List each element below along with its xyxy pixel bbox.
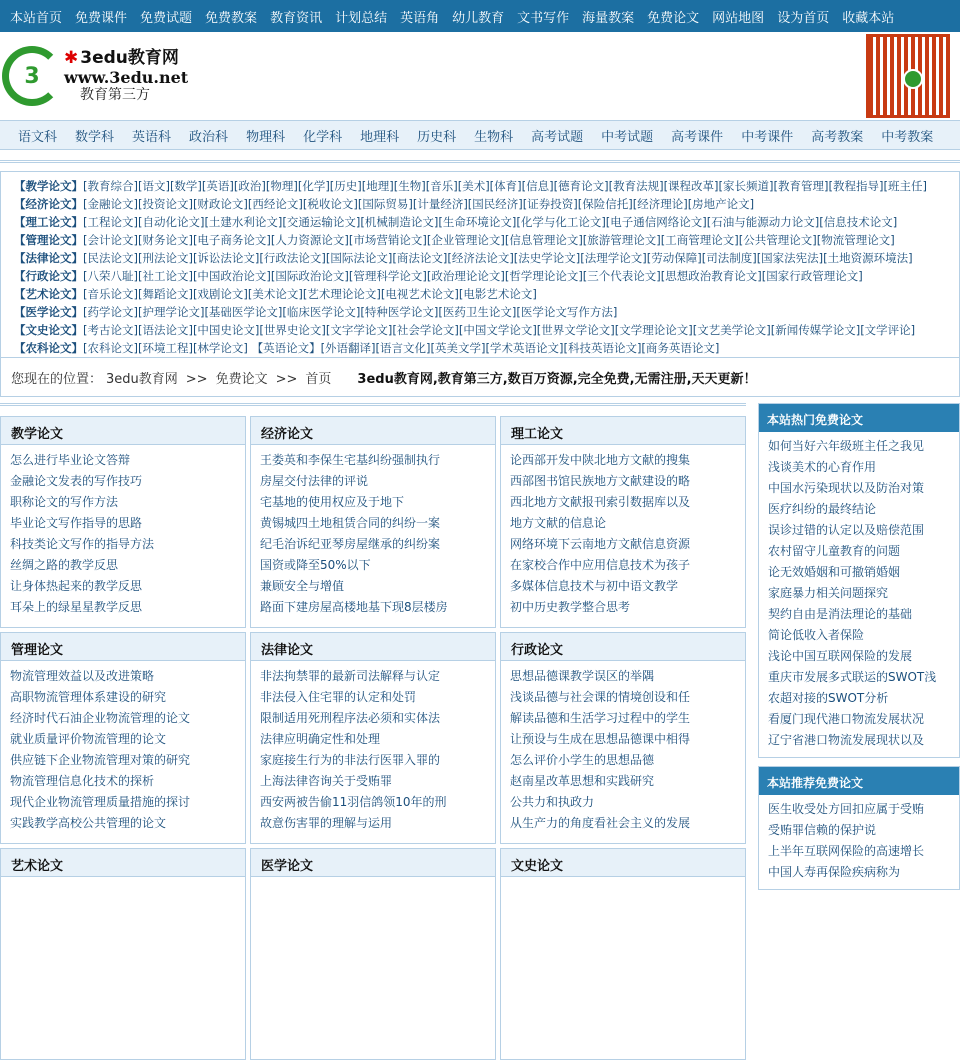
- list-item: [260, 598, 486, 619]
- paper-link[interactable]: 实践教学高校公共管理的论文: [10, 816, 167, 830]
- paper-link[interactable]: 法律应明确定性和处理: [260, 732, 381, 746]
- subject-navigation: [0, 120, 960, 150]
- site-tagline: 3edu教育网,教育第三方,数百万资源,完全免费,无需注册,天天更新！: [357, 371, 757, 387]
- logo-name: ✱ 3edu教育网: [64, 47, 179, 68]
- category-links[interactable]: [八荣八耻][社工论文][中国政治论文][国际政治论文][管理科学论文][政治理论论文][哲学理论论文][三个代表论文][思想政治教育论文][国家行政管理论文]: [83, 269, 863, 283]
- subnav-link[interactable]: 高考试题: [531, 129, 584, 145]
- paper-link[interactable]: 思想品德课教学误区的举隅: [510, 669, 655, 683]
- list-item: [10, 535, 236, 556]
- subnav-link[interactable]: 政治科: [189, 129, 229, 145]
- list-item: [768, 605, 950, 626]
- paper-link[interactable]: 金融论文发表的写作技巧: [10, 474, 143, 488]
- topnav-link[interactable]: 设为首页: [777, 10, 830, 26]
- list-item: [510, 598, 736, 619]
- list-item: [260, 667, 486, 688]
- paper-link[interactable]: 上半年互联网保险的高速增长: [768, 844, 925, 858]
- paper-link[interactable]: 西安两被告偷11羽信鸽领10年的刑: [260, 795, 447, 809]
- subnav-link[interactable]: 地理科: [360, 129, 400, 145]
- paper-link[interactable]: 医生收受处方回扣应属于受贿: [768, 802, 925, 816]
- recommended-papers-panel: [758, 766, 960, 890]
- list-item: [768, 437, 950, 458]
- category-row: [14, 213, 959, 231]
- paper-link[interactable]: 初中历史教学整合思考: [510, 600, 631, 614]
- list-item: [768, 584, 950, 605]
- list-item: [768, 863, 950, 884]
- paper-link[interactable]: 限制适用死刑程序法必须和实体法: [260, 711, 441, 725]
- list-item: [10, 556, 236, 577]
- list-item: [768, 731, 950, 752]
- recommended-papers-title: 本站推荐免费论文: [759, 767, 959, 795]
- list-item: [10, 667, 236, 688]
- paper-link[interactable]: 非法侵入住宅罪的认定和处罚: [260, 690, 417, 704]
- paper-category-box: [0, 848, 246, 1060]
- paper-link[interactable]: 地方文献的信息论: [510, 516, 607, 530]
- list-item: [510, 709, 736, 730]
- category-label[interactable]: 【法律论文】: [14, 251, 83, 265]
- list-item: [10, 451, 236, 472]
- box-title[interactable]: 经济论文: [251, 417, 495, 445]
- list-item: [10, 493, 236, 514]
- paper-link[interactable]: 纪毛治诉纪亚琴房屋继承的纠纷案: [260, 537, 441, 551]
- logo-mark-icon: 3: [2, 46, 62, 106]
- category-links[interactable]: [金融论文][投资论文][财政论文][西经论文][税收论文][国际贸易][计量经济][国民经济][证券投资][保险信托][经济理论][房地产论文]: [83, 197, 755, 211]
- paper-link[interactable]: 论西部开发中陕北地方文献的搜集: [510, 453, 691, 467]
- list-item: [768, 647, 950, 668]
- paper-link[interactable]: 丝绸之路的教学反思: [10, 558, 119, 572]
- list-item: [10, 577, 236, 598]
- list-item: [510, 688, 736, 709]
- category-row: [14, 231, 959, 249]
- topnav-link[interactable]: 幼儿教育: [452, 10, 505, 26]
- paper-link[interactable]: 误诊过错的认定以及赔偿范围: [768, 523, 925, 537]
- paper-link[interactable]: 简论低收入者保险: [768, 628, 865, 642]
- category-row: [14, 339, 959, 357]
- paper-link[interactable]: 家庭暴力相关问题探究: [768, 586, 889, 600]
- list-item: [510, 493, 736, 514]
- paper-link[interactable]: 家庭接生行为的非法行医罪入罪的: [260, 753, 441, 767]
- hot-papers-panel: [758, 403, 960, 758]
- list-item: [10, 472, 236, 493]
- list-item: [260, 472, 486, 493]
- paper-link[interactable]: 兼顾安全与增值: [260, 579, 345, 593]
- list-item: [510, 514, 736, 535]
- category-row: [14, 303, 959, 321]
- paper-link[interactable]: 受贿罪信赖的保护说: [768, 823, 877, 837]
- list-item: [768, 626, 950, 647]
- paper-link[interactable]: 非法拘禁罪的最新司法解释与认定: [260, 669, 441, 683]
- list-item: [768, 563, 950, 584]
- paper-category-box: [250, 632, 496, 844]
- list-item: [10, 598, 236, 619]
- paper-link[interactable]: 高职物流管理体系建设的研究: [10, 690, 167, 704]
- list-item: [10, 772, 236, 793]
- paper-link[interactable]: 中国水污染现状以及防治对策: [768, 481, 925, 495]
- list-item: [510, 451, 736, 472]
- breadcrumb-link[interactable]: 免费论文: [215, 371, 268, 387]
- topnav-link[interactable]: 海量教案: [582, 10, 635, 26]
- divider: [0, 160, 960, 163]
- paper-link[interactable]: 在家校合作中应用信息技术为孩子: [510, 558, 691, 572]
- content-area: [0, 403, 748, 1060]
- list-item: [260, 577, 486, 598]
- list-item: [260, 709, 486, 730]
- list-item: [260, 535, 486, 556]
- category-links[interactable]: [会计论文][财务论文][电子商务论文][人力资源论文][市场营销论文][企业管理论文][信息管理论文][旅游管理论文][工商管理论文][公共管理论文][物流管理论文]: [83, 233, 895, 247]
- paper-link[interactable]: 从生产力的角度看社会主义的发展: [510, 816, 691, 830]
- hot-papers-title: 本站热门免费论文: [759, 404, 959, 432]
- category-row: [14, 285, 959, 303]
- topnav-link[interactable]: 免费教案: [205, 10, 258, 26]
- paper-link[interactable]: 如何当好六年级班主任之我见: [768, 439, 925, 453]
- list-item: [768, 800, 950, 821]
- category-label[interactable]: 【农科论文】: [14, 341, 83, 355]
- topnav-link[interactable]: 免费课件: [75, 10, 128, 26]
- qr-code-icon: [866, 34, 950, 118]
- list-item: [260, 688, 486, 709]
- box-title[interactable]: 教学论文: [1, 417, 245, 445]
- paper-link[interactable]: 医疗纠纷的最终结论: [768, 502, 877, 516]
- list-item: [10, 709, 236, 730]
- paper-link[interactable]: 物流管理信息化技术的探析: [10, 774, 155, 788]
- list-item: [510, 667, 736, 688]
- category-label[interactable]: 【经济论文】: [14, 197, 83, 211]
- sidebar: [758, 403, 960, 1060]
- paper-link[interactable]: 网络环境下云南地方文献信息资源: [510, 537, 691, 551]
- logo-slogan: 教育第三方: [80, 87, 150, 104]
- box-title[interactable]: 艺术论文: [1, 849, 245, 877]
- category-links[interactable]: [农科论文][环境工程][林学论文] 【英语论文】[外语翻译][语言文化][英美文学][学术英语论文][科技英语论文][商务英语论文]: [83, 341, 720, 355]
- category-label[interactable]: 【教学论文】: [14, 179, 83, 193]
- paper-link[interactable]: 职称论文的写作方法: [10, 495, 119, 509]
- subnav-link[interactable]: 语文科: [18, 129, 58, 145]
- category-links[interactable]: [教育综合][语文][数学][英语][政治][物理][化学][历史][地理][生物][音乐][美术][体育][信息][德育论文][教育法规][课程改革][家长频道][教育管理][教程指导][班主任]: [83, 179, 927, 193]
- list-item: [10, 814, 236, 835]
- paper-link[interactable]: 现代企业物流管理质量措施的探讨: [10, 795, 191, 809]
- category-links[interactable]: [考古论文][语法论文][中国史论文][世界史论文][文字学论文][社会学论文][中国文学论文][世界文学论文][文学理论论文][文艺美学论文][新闻传媒学论文][文学评论]: [83, 323, 916, 337]
- list-item: [510, 577, 736, 598]
- subnav-link[interactable]: 化学科: [303, 129, 343, 145]
- topnav-link[interactable]: 文书写作: [517, 10, 570, 26]
- category-label[interactable]: 【行政论文】: [14, 269, 83, 283]
- paper-link[interactable]: 西部图书馆民族地方文献建设的略: [510, 474, 691, 488]
- paper-link[interactable]: 契约自由是消法理论的基础: [768, 607, 913, 621]
- paper-link[interactable]: 农村留守儿童教育的问题: [768, 544, 901, 558]
- paper-link[interactable]: 多媒体信息技术与初中语文教学: [510, 579, 679, 593]
- list-item: [260, 514, 486, 535]
- list-item: [10, 688, 236, 709]
- topnav-link[interactable]: 本站首页: [10, 10, 63, 26]
- subnav-link[interactable]: 中考课件: [741, 129, 794, 145]
- category-row: [14, 177, 959, 195]
- top-navigation: [0, 0, 960, 32]
- paper-link[interactable]: 科技类论文写作的指导方法: [10, 537, 155, 551]
- list-item: [768, 710, 950, 731]
- topnav-link[interactable]: 教育资讯: [270, 10, 323, 26]
- paper-link[interactable]: 辽宁省港口物流发展现状以及: [768, 733, 925, 747]
- logo-url: www.3edu.net: [64, 68, 189, 88]
- list-item: [260, 793, 486, 814]
- subnav-link[interactable]: 高考教案: [811, 129, 864, 145]
- paper-link[interactable]: 让预设与生成在思想品德课中相得: [510, 732, 691, 746]
- list-item: [260, 772, 486, 793]
- breadcrumb-link[interactable]: 3edu教育网: [106, 371, 178, 387]
- list-item: [768, 842, 950, 863]
- subnav-link[interactable]: 生物科: [474, 129, 514, 145]
- topnav-link[interactable]: 免费论文: [647, 10, 700, 26]
- paper-link[interactable]: 耳朵上的绿星星教学反思: [10, 600, 143, 614]
- paper-link[interactable]: 黄锡城四土地租赁合同的纠纷一案: [260, 516, 441, 530]
- category-label[interactable]: 【医学论文】: [14, 305, 83, 319]
- topnav-link[interactable]: 英语角: [400, 10, 440, 26]
- list-item: [768, 689, 950, 710]
- list-item: [768, 500, 950, 521]
- paper-link[interactable]: 赵南星改革思想和实践研究: [510, 774, 655, 788]
- subnav-link[interactable]: 英语科: [132, 129, 172, 145]
- list-item: [768, 479, 950, 500]
- paper-category-box: [500, 632, 746, 844]
- box-title[interactable]: 行政论文: [501, 633, 745, 661]
- paper-link[interactable]: 解读品德和生活学习过程中的学生: [510, 711, 691, 725]
- list-item: [260, 814, 486, 835]
- list-item: [768, 542, 950, 563]
- category-links[interactable]: [音乐论文][舞蹈论文][戏剧论文][美术论文][艺术理论论文][电视艺术论文][电影艺术论文]: [83, 287, 537, 301]
- paper-link[interactable]: 浅谈品德与社会课的情境创设和任: [510, 690, 691, 704]
- paper-link[interactable]: 就业质量评价物流管理的论文: [10, 732, 167, 746]
- list-item: [510, 472, 736, 493]
- paper-link[interactable]: 上海法律咨询关于受贿罪: [260, 774, 393, 788]
- category-label[interactable]: 【文史论文】: [14, 323, 83, 337]
- paper-link[interactable]: 物流管理效益以及改进策略: [10, 669, 155, 683]
- list-item: [768, 521, 950, 542]
- subnav-link[interactable]: 高考课件: [671, 129, 724, 145]
- list-item: [260, 751, 486, 772]
- paper-link[interactable]: 路面下建房屋高楼地基下现8层楼房: [260, 600, 448, 614]
- breadcrumb: [0, 357, 960, 397]
- category-links[interactable]: [工程论文][自动化论文][土建水利论文][交通运输论文][机械制造论文][生命环境论文][化学与化工论文][电子通信网络论文][石油与能源动力论文][信息技术论文]: [83, 215, 898, 229]
- paper-link[interactable]: 看厦门现代港口物流发展状况: [768, 712, 925, 726]
- paper-category-box: [0, 632, 246, 844]
- paper-link[interactable]: 宅基地的使用权应及于地下: [260, 495, 405, 509]
- list-item: [510, 814, 736, 835]
- subnav-link[interactable]: 中考试题: [601, 129, 654, 145]
- paper-link[interactable]: 故意伤害罪的理解与运用: [260, 816, 393, 830]
- paper-link[interactable]: 王娄英和李保生宅基纠纷强制执行: [260, 453, 441, 467]
- list-item: [260, 493, 486, 514]
- list-item: [10, 751, 236, 772]
- list-item: [10, 730, 236, 751]
- box-title[interactable]: 法律论文: [251, 633, 495, 661]
- list-item: [510, 535, 736, 556]
- paper-link[interactable]: 西北地方文献报刊索引数据库以及: [510, 495, 691, 509]
- list-item: [510, 751, 736, 772]
- list-item: [768, 821, 950, 842]
- list-item: [510, 772, 736, 793]
- paper-category-box: [250, 848, 496, 1060]
- paper-link[interactable]: 让身体热起来的教学反思: [10, 579, 143, 593]
- paper-category-box: [500, 416, 746, 628]
- paper-link[interactable]: 浅谈美术的心育作用: [768, 460, 877, 474]
- paper-link[interactable]: 怎么评价小学生的思想品德: [510, 753, 655, 767]
- subnav-link[interactable]: 中考教案: [881, 129, 934, 145]
- box-title[interactable]: 文史论文: [501, 849, 745, 877]
- paper-category-box: [250, 416, 496, 628]
- category-label[interactable]: 【管理论文】: [14, 233, 83, 247]
- list-item: [260, 556, 486, 577]
- paper-link[interactable]: 农超对接的SWOT分析: [768, 691, 889, 705]
- paper-category-box: [500, 848, 746, 1060]
- subnav-link[interactable]: 历史科: [417, 129, 457, 145]
- topnav-link[interactable]: 网站地图: [712, 10, 765, 26]
- category-label[interactable]: 【艺术论文】: [14, 287, 83, 301]
- paper-link[interactable]: 供应链下企业物流管理对策的研究: [10, 753, 191, 767]
- paper-link[interactable]: 重庆市发展多式联运的SWOT浅: [768, 670, 937, 684]
- list-item: [510, 556, 736, 577]
- box-title[interactable]: 理工论文: [501, 417, 745, 445]
- paper-link[interactable]: 公共力和执政力: [510, 795, 595, 809]
- breadcrumb-separator: >>: [185, 371, 208, 387]
- paper-link[interactable]: 房屋交付法律的评说: [260, 474, 369, 488]
- box-title[interactable]: 医学论文: [251, 849, 495, 877]
- list-item: [510, 793, 736, 814]
- paper-link[interactable]: 中国人寿再保险疾病称为: [768, 865, 901, 879]
- paper-link[interactable]: 国资或降至50%以下: [260, 558, 371, 572]
- list-item: [10, 793, 236, 814]
- list-item: [510, 730, 736, 751]
- category-row: [14, 267, 959, 285]
- site-logo[interactable]: [2, 46, 188, 106]
- paper-category-box: [0, 416, 246, 628]
- list-item: [768, 458, 950, 479]
- paper-link[interactable]: 论无效婚姻和可撤销婚姻: [768, 565, 901, 579]
- breadcrumb-prefix: 您现在的位置：: [11, 371, 103, 387]
- subnav-link[interactable]: 数学科: [75, 129, 115, 145]
- category-label[interactable]: 【理工论文】: [14, 215, 83, 229]
- list-item: [10, 514, 236, 535]
- list-item: [260, 730, 486, 751]
- paper-link[interactable]: 浅论中国互联网保险的发展: [768, 649, 913, 663]
- category-links[interactable]: [民法论文][刑法论文][诉讼法论文][行政法论文][国际法论文][商法论文][经济法论文][法史学论文][法理学论文][劳动保障][司法制度][国家法宪法][土地资源环境法]: [83, 251, 913, 265]
- site-header: [0, 32, 960, 120]
- category-row: [14, 321, 959, 339]
- list-item: [768, 668, 950, 689]
- paper-link[interactable]: 怎么进行毕业论文答辩: [10, 453, 131, 467]
- breadcrumb-link[interactable]: 首页: [305, 371, 332, 387]
- category-links[interactable]: [药学论文][护理学论文][基础医学论文][临床医学论文][特种医学论文][医药卫生论文][医学论文写作方法]: [83, 305, 618, 319]
- subnav-link[interactable]: 物理科: [246, 129, 286, 145]
- paper-link[interactable]: 毕业论文写作指导的思路: [10, 516, 143, 530]
- paper-link[interactable]: 经济时代石油企业物流管理的论文: [10, 711, 191, 725]
- breadcrumb-separator: >>: [275, 371, 298, 387]
- topnav-link[interactable]: 收藏本站: [842, 10, 895, 26]
- list-item: [260, 451, 486, 472]
- topnav-link[interactable]: 免费试题: [140, 10, 193, 26]
- category-index: [0, 171, 960, 357]
- box-title[interactable]: 管理论文: [1, 633, 245, 661]
- topnav-link[interactable]: 计划总结: [335, 10, 388, 26]
- category-row: [14, 249, 959, 267]
- category-row: [14, 195, 959, 213]
